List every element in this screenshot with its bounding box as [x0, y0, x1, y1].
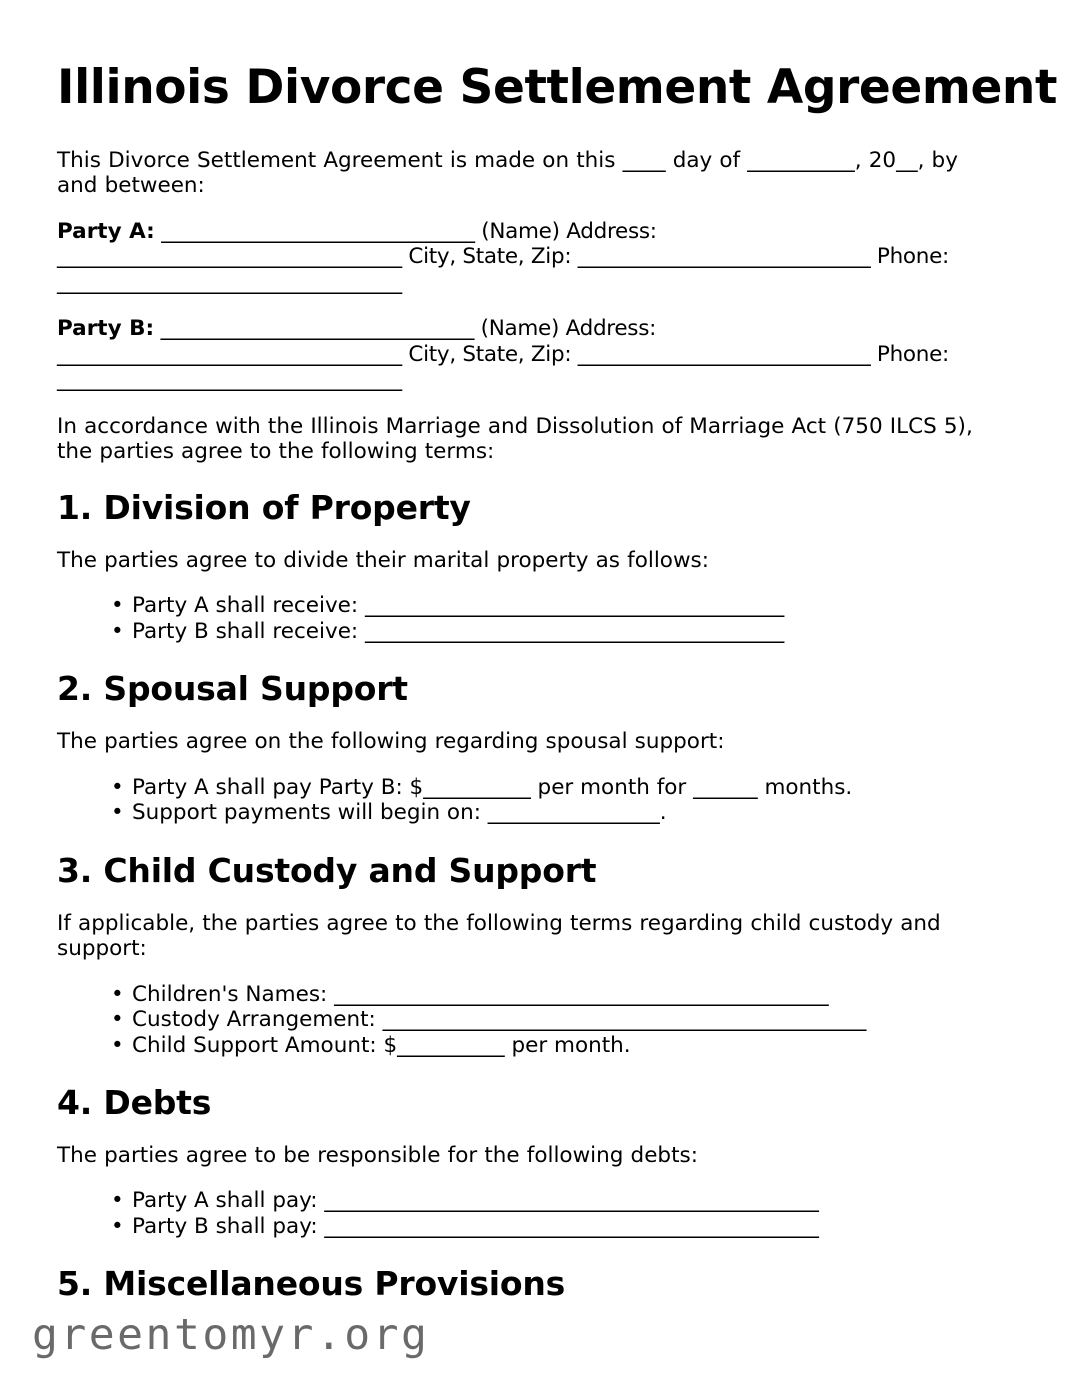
- list-item: [111, 775, 993, 801]
- accordance-paragraph: In accordance with the Illinois Marriage and Dissolution of Marriage Act (750 ILCS 5), the parties agree to the following terms:: [57, 413, 973, 465]
- party-a-block: [57, 219, 993, 296]
- bullet-icon: •: [111, 618, 124, 644]
- list-item-text: Party A shall pay Party B: $__________ per month for ______ months.: [132, 774, 853, 800]
- party-a-name-blank: ______________________________ (Name) Address:: [154, 218, 657, 244]
- intro-paragraph: This Divorce Settlement Agreement is made on this ____ day of __________, 20__, by and between:: [57, 147, 958, 199]
- party-a-address-blank: _________________________________ City, State, Zip: ____________________________ Phone:: [57, 244, 949, 270]
- list-item: [111, 1214, 993, 1240]
- bullet-icon: •: [111, 774, 124, 800]
- party-b-phone-blank: _________________________________: [57, 367, 402, 393]
- section-intro-division-of-property: The parties agree to divide their marital property as follows:: [57, 547, 709, 573]
- party-a-label: Party A:: [57, 218, 155, 244]
- bullet-icon: •: [111, 1188, 124, 1214]
- bullet-icon: •: [111, 981, 124, 1007]
- section-heading-spousal-support: 2. Spousal Support: [57, 669, 408, 709]
- list-item: [111, 619, 993, 645]
- bullet-icon: •: [111, 593, 124, 619]
- list-item-text: Party B shall receive: _______________________________________: [132, 618, 785, 644]
- bullet-list-debts: [57, 1188, 993, 1239]
- section-heading-debts: 4. Debts: [57, 1083, 212, 1122]
- section-intro-spousal-support: The parties agree on the following regarding spousal support:: [57, 729, 725, 755]
- party-a-phone-blank: _________________________________: [57, 269, 402, 295]
- party-b-block: [57, 316, 993, 393]
- list-item-text: Party B shall pay: ______________________________________________: [132, 1213, 819, 1239]
- bullet-list-spousal-support: [57, 775, 993, 826]
- list-item-text: Child Support Amount: $__________ per month.: [132, 1032, 631, 1058]
- list-item: [111, 593, 993, 619]
- bullet-list-division-of-property: [57, 593, 993, 644]
- site-watermark: greentomyr.org: [32, 1310, 430, 1360]
- party-b-name-blank: ______________________________ (Name) Address:: [154, 316, 657, 342]
- bullet-icon: •: [111, 1007, 124, 1032]
- list-item: [111, 982, 993, 1008]
- list-item-text: Party A shall receive: _______________________________________: [132, 593, 785, 619]
- list-item: [111, 1007, 993, 1033]
- bullet-icon: •: [111, 1032, 124, 1058]
- bullet-list-child-custody-and-support: [57, 982, 993, 1059]
- bullet-icon: •: [111, 1213, 124, 1239]
- page-title: Illinois Divorce Settlement Agreement: [57, 60, 1058, 115]
- list-item: [111, 1188, 993, 1214]
- bullet-icon: •: [111, 800, 124, 826]
- list-item: [111, 1033, 993, 1059]
- party-b-address-blank: _________________________________ City, State, Zip: ____________________________ Phone:: [57, 341, 949, 367]
- section-heading-division-of-property: 1. Division of Property: [57, 487, 471, 527]
- section-intro-debts: The parties agree to be responsible for the following debts:: [57, 1142, 698, 1168]
- list-item: [111, 800, 993, 826]
- section-intro-child-custody-and-support: If applicable, the parties agree to the following terms regarding child custody and support:: [57, 910, 941, 961]
- list-item-text: Custody Arrangement: _____________________________________________: [132, 1007, 867, 1032]
- list-item-text: Party A shall pay: ______________________________________________: [132, 1188, 819, 1214]
- party-b-label: Party B:: [57, 316, 155, 342]
- section-heading-child-custody-and-support: 3. Child Custody and Support: [57, 850, 597, 890]
- list-item-text: Support payments will begin on: ________________.: [132, 800, 667, 826]
- list-item-text: Children's Names: ______________________________________________: [132, 981, 829, 1007]
- section-heading-miscellaneous-provisions: 5. Miscellaneous Provisions: [57, 1264, 566, 1304]
